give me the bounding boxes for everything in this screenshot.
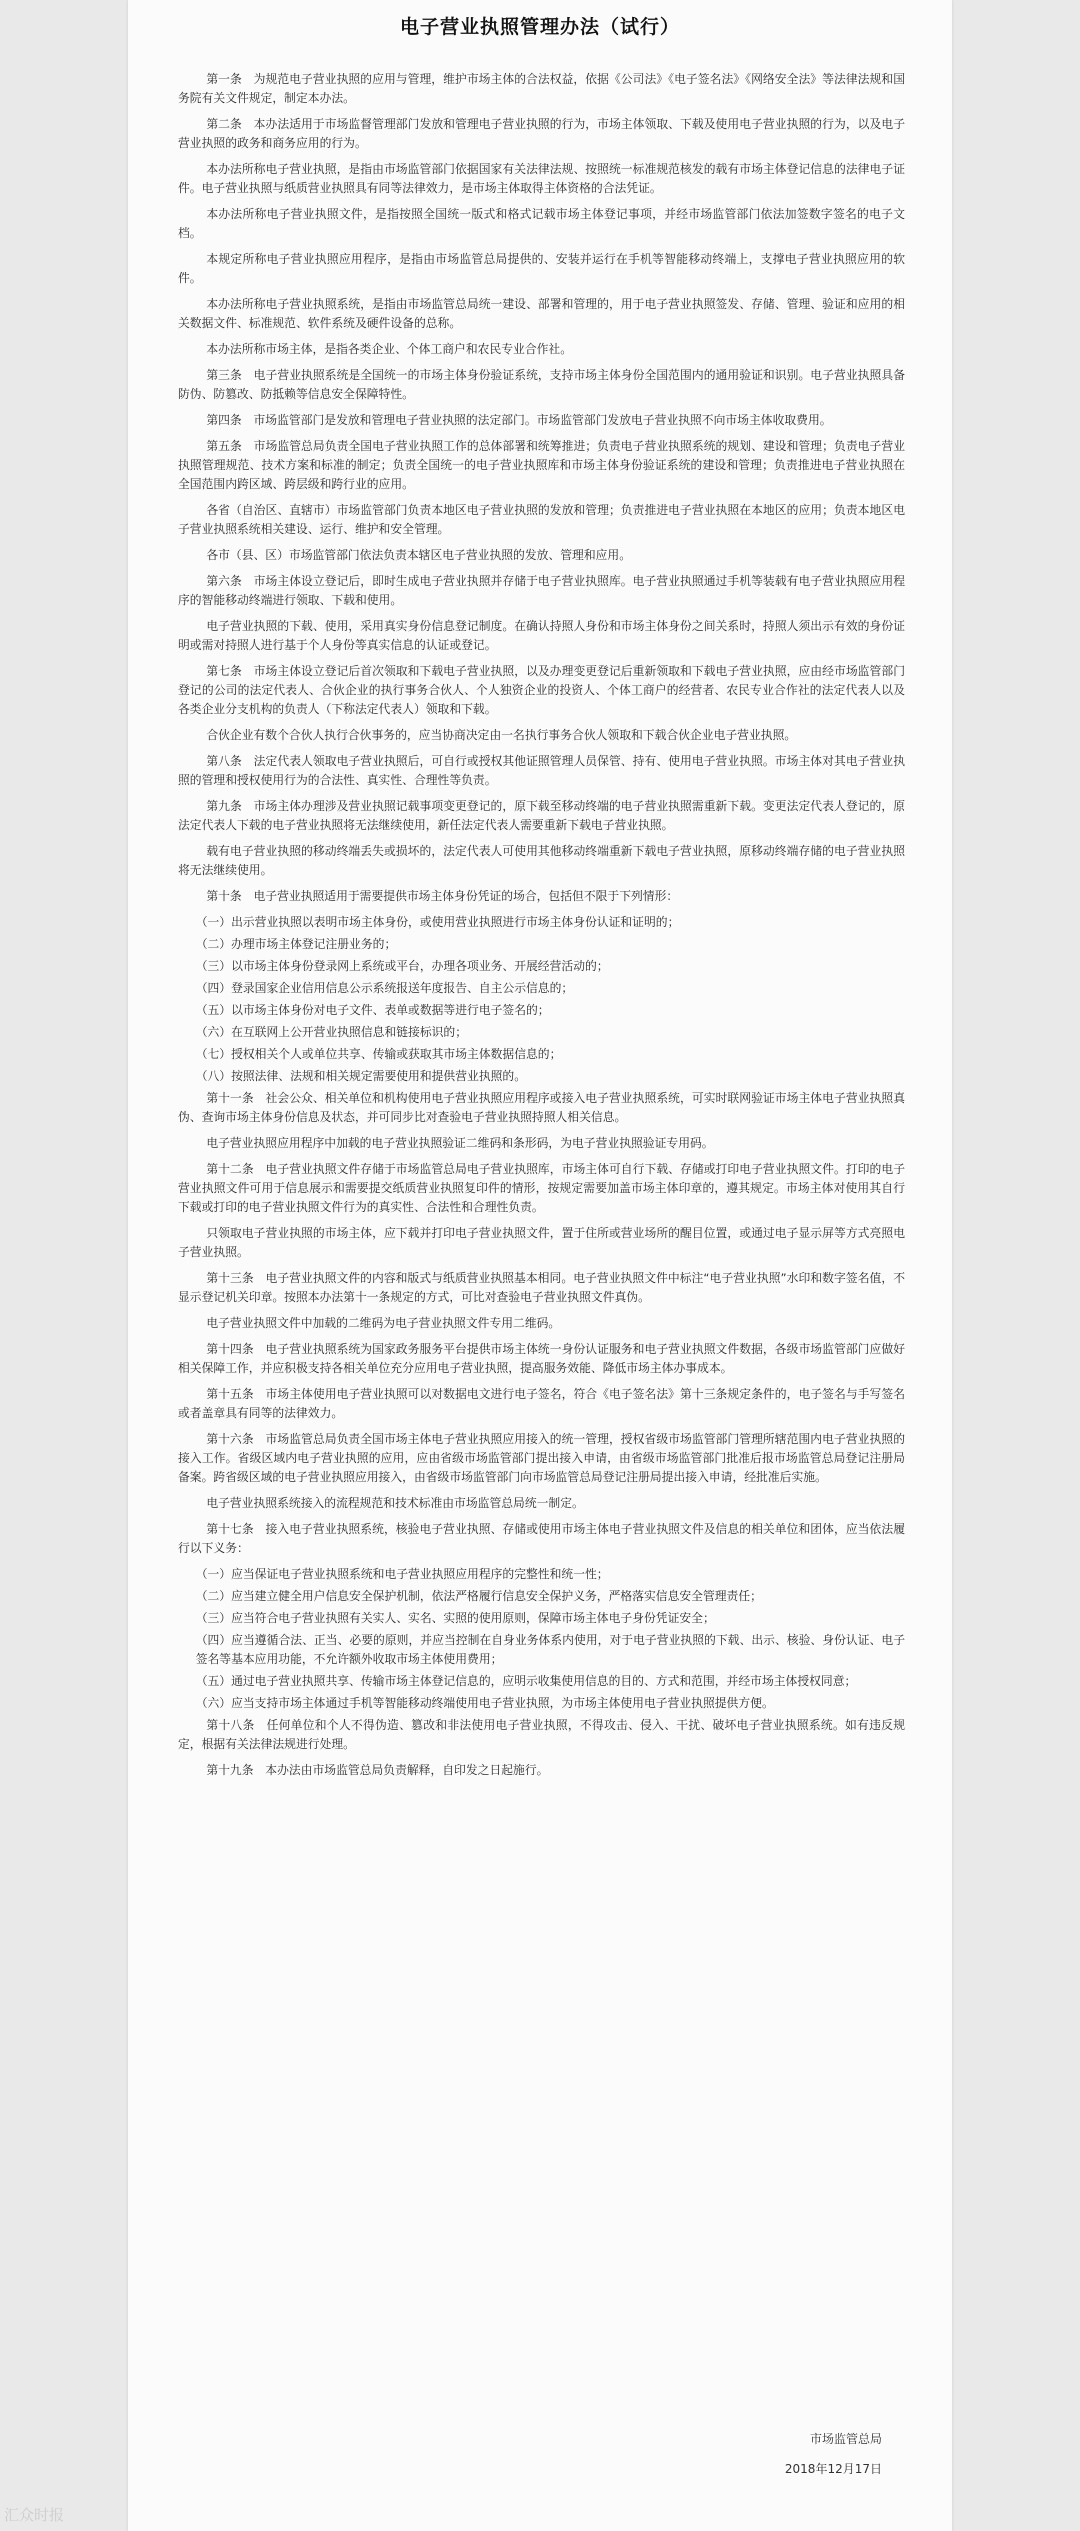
paragraph: 第十八条 任何单位和个人不得伪造、篡改和非法使用电子营业执照，不得攻击、侵入、干扰、破坏电子营业执照系统。如有违反规定，根据有关法律法规进行处理。 [178,1718,905,1751]
paragraph: 本办法所称市场主体，是指各类企业、个体工商户和农民专业合作社。 [206,342,573,356]
document-body [178,70,905,1787]
paragraph: 合伙企业有数个合伙人执行合伙事务的，应当协商决定由一名执行事务合伙人领取和下载合伙企业电子营业执照。 [206,728,797,742]
list-item: （七）授权相关个人或单位共享、传输或获取其市场主体数据信息的； [195,1047,562,1061]
paragraph: 第五条 市场监管总局负责全国电子营业执照工作的总体部署和统筹推进；负责电子营业执照系统的规划、建设和管理；负责电子营业执照管理规范、技术方案和标准的制定；负责全国统一的电子营业执照库和市场主体身份验证系统的建设和管理；负责推进电子营业执照在全国范围内跨区域、跨层级和跨行业的应用。 [178,439,905,491]
watermark-logo: 汇众时报 [4,2506,65,2524]
list-item: （五）以市场主体身份对电子文件、表单或数据等进行电子签名的； [195,1003,550,1017]
paragraph: 第六条 市场主体设立登记后，即时生成电子营业执照并存储于电子营业执照库。电子营业执照通过手机等装载有电子营业执照应用程序的智能移动终端进行领取、下载和使用。 [178,574,905,607]
document-title: 电子营业执照管理办法（试行） [399,16,680,38]
paragraph: 只领取电子营业执照的市场主体，应下载并打印电子营业执照文件，置于住所或营业场所的醒目位置，或通过电子显示屏等方式亮照电子营业执照。 [178,1226,905,1259]
list-item: （二）应当建立健全用户信息安全保护机制，依法严格履行信息安全保护义务，严格落实信息安全管理责任； [195,1589,762,1603]
paragraph: 第十五条 市场主体使用电子营业执照可以对数据电文进行电子签名，符合《电子签名法》第十三条规定条件的，电子签名与手写签名或者盖章具有同等的法律效力。 [178,1387,905,1420]
paragraph: 第四条 市场监管部门是发放和管理电子营业执照的法定部门。市场监管部门发放电子营业执照不向市场主体收取费用。 [206,413,832,427]
list-item: （三）以市场主体身份登录网上系统或平台，办理各项业务、开展经营活动的； [195,959,609,973]
paragraph: 各市（县、区）市场监管部门依法负责本辖区电子营业执照的发放、管理和应用。 [206,548,632,562]
paragraph: 电子营业执照应用程序中加载的电子营业执照验证二维码和条形码，为电子营业执照验证专用码。 [206,1136,714,1150]
list-item: （二）办理市场主体登记注册业务的； [195,937,397,951]
signature-block [785,2424,882,2484]
paragraph: 本办法所称电子营业执照，是指由市场监管部门依据国家有关法律法规、按照统一标准规范核发的载有市场主体登记信息的法律电子证件。电子营业执照与纸质营业执照具有同等法律效力，是市场主体取得主体资格的合法凭证。 [178,162,905,195]
paragraph: 第十七条 接入电子营业执照系统，核验电子营业执照、存储或使用市场主体电子营业执照文件及信息的相关单位和团体，应当依法履行以下义务： [178,1522,905,1555]
list-item: （六）在互联网上公开营业执照信息和链接标识的； [195,1025,468,1039]
paragraph: 第十条 电子营业执照适用于需要提供市场主体身份凭证的场合，包括但不限于下列情形： [206,889,679,903]
paragraph: 本规定所称电子营业执照应用程序，是指由市场监管总局提供的、安装并运行在手机等智能移动终端上，支撑电子营业执照应用的软件。 [178,252,905,285]
paragraph: 第七条 市场主体设立登记后首次领取和下载电子营业执照，以及办理变更登记后重新领取和下载电子营业执照，应由经市场监管部门登记的公司的法定代表人、合伙企业的执行事务合伙人、个人独资企业的投资人、个体工商户的经营者、农民专业合作社的法定代表人以及各类企业分支机构的负责人（下称法定代表人）领取和下载。 [178,664,905,716]
issue-date: 2018年12月17日 [784,2462,882,2476]
paragraph: 本办法所称电子营业执照系统，是指由市场监管总局统一建设、部署和管理的，用于电子营业执照签发、存储、管理、验证和应用的相关数据文件、标准规范、软件系统及硬件设备的总称。 [178,297,905,330]
list-item: （一）出示营业执照以表明市场主体身份，或使用营业执照进行市场主体身份认证和证明的； [195,915,680,929]
paragraph: 电子营业执照文件中加载的二维码为电子营业执照文件专用二维码。 [206,1316,561,1330]
paragraph: 第九条 市场主体办理涉及营业执照记载事项变更登记的，原下载至移动终端的电子营业执照需重新下载。变更法定代表人登记的，原法定代表人下载的电子营业执照将无法继续使用，新任法定代表人需要重新下载电子营业执照。 [178,799,905,832]
paragraph: 本办法所称电子营业执照文件，是指按照全国统一版式和格式记载市场主体登记事项，并经市场监管部门依法加签数字签名的电子文档。 [178,207,905,240]
issuer-name: 市场监管总局 [809,2432,882,2446]
list-item: （六）应当支持市场主体通过手机等智能移动终端使用电子营业执照，为市场主体使用电子营业执照提供方便。 [195,1696,774,1710]
paragraph: 第十四条 电子营业执照系统为国家政务服务平台提供市场主体统一身份认证服务和电子营业执照文件数据，各级市场监管部门应做好相关保障工作，并应积极支持各相关单位充分应用电子营业执照，提高服务效能、降低市场主体办事成本。 [178,1342,905,1375]
list-item: （五）通过电子营业执照共享、传输市场主体登记信息的，应明示收集使用信息的目的、方式和范围，并经市场主体授权同意； [195,1674,857,1688]
paragraph: 第十三条 电子营业执照文件的内容和版式与纸质营业执照基本相同。电子营业执照文件中标注“电子营业执照”水印和数字签名值，不显示登记机关印章。按照本办法第十一条规定的方式，可比对查验电子营业执照文件真伪。 [178,1271,905,1304]
paragraph: 载有电子营业执照的移动终端丢失或损坏的，法定代表人可使用其他移动终端重新下载电子营业执照，原移动终端存储的电子营业执照将无法继续使用。 [178,844,905,877]
list-item: （四）登录国家企业信用信息公示系统报送年度报告、自主公示信息的； [195,981,574,995]
paragraph: 第十二条 电子营业执照文件存储于市场监管总局电子营业执照库，市场主体可自行下载、存储或打印电子营业执照文件。打印的电子营业执照文件可用于信息展示和需要提交纸质营业执照复印件的情形，按规定需要加盖市场主体印章的，遵其规定。市场主体对使用其自行下载或打印的电子营业执照文件行为的真实性、合法性和合理性负责。 [178,1162,905,1214]
paragraph: 电子营业执照的下载、使用，采用真实身份信息登记制度。在确认持照人身份和市场主体身份之间关系时，持照人须出示有效的身份证明或需对持照人进行基于个人身份等真实信息的认证或登记。 [178,619,905,652]
paragraph: 第十六条 市场监管总局负责全国市场主体电子营业执照应用接入的统一管理，授权省级市场监管部门管理所辖范围内电子营业执照的接入工作。省级区域内电子营业执照的应用，应由省级市场监管部门提出接入申请，由省级市场监管部门批准后报市场监管总局登记注册局备案。跨省级区域的电子营业执照应用接入，由省级市场监管部门向市场监管总局登记注册局提出接入申请，经批准后实施。 [178,1432,905,1484]
list-item: （一）应当保证电子营业执照系统和电子营业执照应用程序的完整性和统一性； [195,1567,609,1581]
paragraph: 第十九条 本办法由市场监管总局负责解释，自印发之日起施行。 [206,1763,549,1777]
paragraph: 第三条 电子营业执照系统是全国统一的市场主体身份验证系统，支持市场主体身份全国范围内的通用验证和识别。电子营业执照具备防伪、防篡改、防抵赖等信息安全保障特性。 [178,368,905,401]
paragraph: 第一条 为规范电子营业执照的应用与管理，维护市场主体的合法权益，依据《公司法》《电子签名法》《网络安全法》等法律法规和国务院有关文件规定，制定本办法。 [178,72,905,105]
paragraph: 第二条 本办法适用于市场监督管理部门发放和管理电子营业执照的行为，市场主体领取、下载及使用电子营业执照的行为，以及电子营业执照的政务和商务应用的行为。 [178,117,905,150]
list-item: （四）应当遵循合法、正当、必要的原则，并应当控制在自身业务体系内使用，对于电子营业执照的下载、出示、核验、身份认证、电子签名等基本应用功能，不允许额外收取市场主体使用费用； [195,1633,905,1666]
paragraph: 电子营业执照系统接入的流程规范和技术标准由市场监管总局统一制定。 [206,1496,584,1510]
list-item: （三）应当符合电子营业执照有关实人、实名、实照的使用原则，保障市场主体电子身份凭证安全； [195,1611,715,1625]
list-item: （八）按照法律、法规和相关规定需要使用和提供营业执照的。 [195,1069,527,1083]
paragraph: 第十一条 社会公众、相关单位和机构使用电子营业执照应用程序或接入电子营业执照系统，可实时联网验证市场主体电子营业执照真伪、查询市场主体身份信息及状态，并可同步比对查验电子营业执照持照人相关信息。 [178,1091,905,1124]
document-page [128,0,952,2531]
paragraph: 各省（自治区、直辖市）市场监管部门负责本地区电子营业执照的发放和管理；负责推进电子营业执照在本地区的应用；负责本地区电子营业执照系统相关建设、运行、维护和安全管理。 [178,503,905,536]
paragraph: 第八条 法定代表人领取电子营业执照后，可自行或授权其他证照管理人员保管、持有、使用电子营业执照。市场主体对其电子营业执照的管理和授权使用行为的合法性、真实性、合理性等负责。 [178,754,905,787]
